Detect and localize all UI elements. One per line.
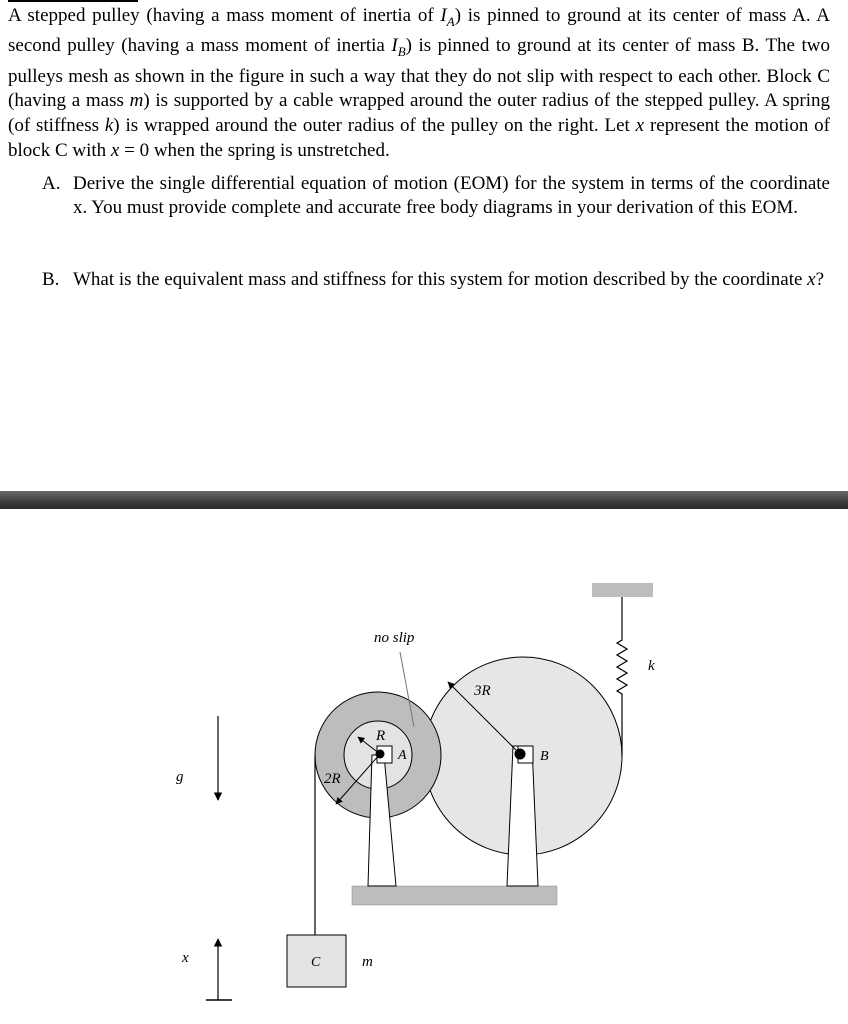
problem-statement [8, 4, 830, 163]
stiffness-variable: k [104, 114, 114, 136]
label-b: B [540, 749, 549, 764]
intro-text-3: ) is pinned to ground at its center of mass B. The two pulleys mesh as shown in the figure in such a way that they do not slip with respect to each other. Block C (having a mass [8, 35, 830, 112]
label-x: x [182, 950, 189, 966]
inertia-symbol-a: I [440, 5, 447, 26]
mass-variable: m [129, 90, 144, 112]
label-k: k [648, 658, 655, 674]
label-g: g [176, 769, 184, 785]
intro-text-7: = 0 when the spring is unstretched. [119, 139, 390, 161]
question-b-letter: B. [42, 269, 60, 290]
question-a-letter: A. [42, 173, 61, 194]
question-b-variable: x [807, 269, 816, 290]
question-a [42, 172, 830, 220]
spring-ceiling [592, 583, 653, 597]
label-a: A [398, 748, 407, 763]
inertia-symbol-b: I [391, 35, 398, 57]
coordinate-variable-2: x [110, 139, 120, 161]
label-2r: 2R [324, 771, 341, 787]
label-3r: 3R [474, 683, 491, 699]
label-no-slip: no slip [374, 630, 415, 646]
pulley-system-figure [0, 509, 848, 1024]
intro-text-4: ) is supported by a cable wrapped around the outer radius of the stepped pulley. A spring (of stiffness [8, 90, 830, 136]
section-divider-bar [0, 491, 848, 509]
label-m: m [362, 954, 373, 970]
question-b [42, 268, 830, 292]
question-a-text: Derive the single differential equation of motion (EOM) for the system in terms of the coordinate x. You must provide complete and accurate free body diagrams in your derivation of this EOM. [73, 173, 830, 218]
coordinate-variable: x [635, 114, 645, 136]
intro-text-2: ) is pinned to ground at its center of mass A. A second pulley (having a mass moment of inertia [8, 5, 830, 57]
question-b-text-before: What is the equivalent mass and stiffness for this system for motion described by the coordinate [73, 269, 808, 290]
question-b-text-after: ? [815, 269, 825, 290]
top-rule [8, 0, 138, 2]
support-post-b [507, 746, 538, 886]
label-r: R [376, 728, 386, 744]
ground-base [352, 886, 557, 905]
label-c: C [311, 955, 321, 970]
intro-text-6: represent the motion of block C with [8, 114, 830, 161]
inertia-subscript-a: A [446, 13, 455, 29]
question-b-text [73, 268, 830, 292]
intro-text-1: A stepped pulley (having a mass moment of inertia of [8, 5, 441, 26]
inertia-subscript-b: B [397, 44, 406, 60]
intro-text-5: ) is wrapped around the outer radius of the pulley on the right. Let [113, 114, 636, 136]
